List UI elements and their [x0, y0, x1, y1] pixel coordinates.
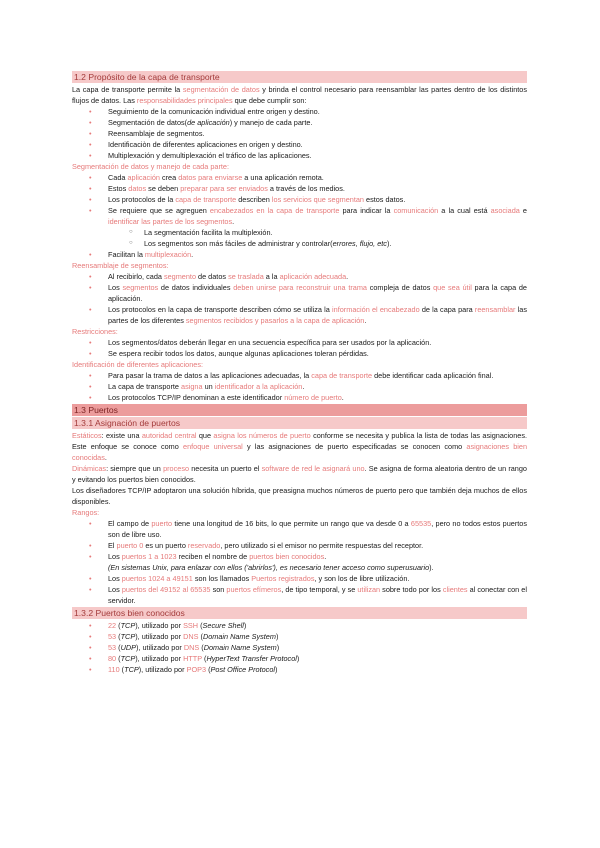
highlighted-text: que sea útil: [433, 283, 472, 292]
text-run: .: [341, 393, 344, 402]
text-run: .: [191, 250, 194, 259]
text-run: Cada: [108, 173, 128, 182]
text-run: Los: [108, 574, 122, 583]
highlighted-text: 110: [108, 665, 120, 674]
text-run: , y son los de libre utilización.: [314, 574, 410, 583]
bullet-icon: •: [89, 665, 92, 674]
bullet-icon: •: [89, 283, 92, 292]
highlighted-text: 53: [108, 643, 117, 652]
list-item: [72, 370, 527, 381]
text-run: , de tipo temporal, y se: [281, 585, 358, 594]
text-run: La capa de transporte permite la: [72, 85, 183, 94]
text-run: ): [275, 665, 278, 674]
highlighted-text: datos: [128, 184, 147, 193]
list-item: [72, 620, 527, 631]
sub-list-item: [72, 238, 527, 249]
highlighted-text: puertos bien conocidos: [249, 552, 325, 561]
highlighted-text: identificador a la aplicación: [214, 382, 303, 391]
highlighted-text: aplicación adecuada: [279, 272, 347, 281]
bullet-icon: •: [89, 382, 92, 391]
text-run: (: [198, 621, 203, 630]
highlighted-text: preparar para ser enviados: [180, 184, 268, 193]
text-run: (: [116, 643, 121, 652]
list-item: [72, 551, 527, 562]
text-run: que: [196, 431, 214, 440]
text-run: (: [198, 632, 203, 641]
list-item: [72, 150, 527, 161]
paragraph-hibrido: [72, 485, 527, 507]
list-item: [72, 194, 527, 205]
text-run: e: [519, 206, 527, 215]
text-run: para indicar la: [339, 206, 394, 215]
text-run: ) y manejo de cada parte.: [229, 118, 313, 127]
bullet-icon: •: [89, 621, 92, 630]
bullet-icon: •: [89, 654, 92, 663]
text-run: conforme se necesita y publica la lista de todas las asignaciones. Este enfoque se conoce como: [72, 431, 528, 451]
bullet-icon: •: [89, 393, 92, 402]
text-run: las partes de los diferentes: [108, 305, 527, 325]
text-run: Domain Name System: [203, 643, 277, 652]
highlighted-text: puertos efímeros: [226, 585, 282, 594]
text-run: describen: [236, 195, 272, 204]
list-item: [72, 381, 527, 392]
highlighted-text: 80: [108, 654, 117, 663]
text-run: ).: [386, 239, 392, 248]
text-run: y brinda el control necesario para reensamblar las partes dentro de los distintos flujos de datos. Las: [72, 85, 527, 105]
list-item: [72, 172, 527, 183]
text-run: ), utilizado por: [136, 643, 184, 652]
bullet-icon: •: [89, 195, 92, 204]
text-run: . Se asigna de forma aleatoria dentro de un rango y evitando los puertos bien conocidos.: [72, 464, 527, 484]
list-item: [72, 271, 527, 282]
text-run: Para pasar la trama de datos a las aplicaciones adecuadas, la: [108, 371, 312, 380]
text-run: (: [199, 643, 204, 652]
text-run: Seguimiento de la comunicación individual entre origen y destino.: [108, 107, 320, 116]
sub-bullet-icon: ○: [129, 240, 133, 246]
text-run: : siempre que un: [106, 464, 164, 473]
highlighted-text: número de puerto: [284, 393, 342, 402]
text-run: Los: [108, 552, 122, 561]
text-run: Post Office Protocol: [210, 665, 275, 674]
text-run: ), utilizado por: [135, 621, 184, 630]
text-run: Multiplexación y demultiplexación el tráfico de las aplicaciones.: [108, 151, 312, 160]
subtopic-identificacion: Identificación de diferentes aplicaciones:: [72, 360, 204, 369]
text-run: Los: [108, 585, 122, 594]
text-run: son: [210, 585, 227, 594]
highlighted-text: datos para enviarse: [178, 173, 243, 182]
bullet-icon: •: [89, 519, 92, 528]
highlighted-text: autoridad central: [141, 431, 197, 440]
text-run: .: [302, 382, 305, 391]
highlighted-text: Estáticos: [72, 431, 102, 440]
text-run: ), utilizado por: [135, 654, 184, 663]
highlighted-text: encabezados en la capa de transporte: [209, 206, 340, 215]
segmentation-list: [72, 172, 527, 260]
text-run: crea: [159, 173, 179, 182]
section-heading-1-3-1: 1.3.1 Asignación de puertos: [72, 417, 527, 429]
highlighted-text: asigna los números de puerto: [213, 431, 311, 440]
list-item: [72, 540, 527, 551]
list-item: [72, 642, 527, 653]
bullet-icon: •: [89, 151, 92, 160]
text-run: Los protocolos de la: [108, 195, 176, 204]
highlighted-text: segmento: [163, 272, 197, 281]
text-run: ): [276, 643, 280, 652]
text-run: tiene una longitud de 16 bits, lo que permite un rango que va desde 0 a: [172, 519, 411, 528]
text-run: Identificaciòn de diferentes aplicaciones en origen y destino.: [108, 140, 303, 149]
highlighted-text: segmentación de datos: [182, 85, 260, 94]
bullet-icon: •: [89, 632, 92, 641]
bullet-icon: •: [89, 140, 92, 149]
highlighted-text: capa de transporte: [311, 371, 373, 380]
text-run: Estos: [108, 184, 129, 193]
bullet-icon: •: [89, 272, 92, 281]
highlighted-text: 53: [108, 632, 117, 641]
list-item: [72, 584, 527, 606]
highlighted-text: reservado: [187, 541, 221, 550]
list-item: [72, 249, 527, 260]
text-run: (: [116, 621, 121, 630]
responsibilities-list: [72, 106, 527, 161]
text-run: debe identificar cada aplicación final.: [372, 371, 494, 380]
bullet-icon: •: [89, 184, 92, 193]
bullet-icon: •: [89, 371, 92, 380]
text-run: (En sistemas Unix, para enlazar con ellos ('abrirlos'), es necesario tener acceso como superusuario: [108, 563, 430, 572]
text-run: TCP: [120, 654, 136, 663]
highlighted-text: comunicación: [393, 206, 439, 215]
highlighted-text: deben unirse para reconstruir una trama: [233, 283, 367, 292]
text-run: para la capa de aplicación.: [108, 283, 527, 303]
restrictions-list: [72, 337, 527, 359]
list-item: [72, 282, 527, 304]
text-run: (: [206, 665, 211, 674]
highlighted-text: puertos del 49152 al 65535: [121, 585, 211, 594]
highlighted-text: puerto 0: [116, 541, 144, 550]
reassembly-list: [72, 271, 527, 326]
text-run: ), utilizado por: [135, 632, 184, 641]
text-run: que debe cumplir son:: [232, 96, 307, 105]
text-run: Se requiere que se agreguen: [108, 206, 210, 215]
bullet-icon: •: [89, 643, 92, 652]
text-run: UDP: [120, 643, 136, 652]
subtopic-segmentacion: Segmentación de datos y manejo de cada parte:: [72, 162, 229, 171]
highlighted-text: se traslada: [228, 272, 264, 281]
text-run: de la capa para: [419, 305, 475, 314]
subtopic-rangos: Rangos:: [72, 508, 100, 517]
text-run: Segmentación de datos(: [108, 118, 188, 127]
list-item: [72, 653, 527, 664]
subtopic-restricciones: Restricciones:: [72, 327, 118, 336]
text-run: ), utilizado por: [138, 665, 187, 674]
list-item: [72, 392, 527, 403]
text-run: : existe una: [101, 431, 142, 440]
highlighted-text: clientes: [442, 585, 468, 594]
text-run: La segmentación facilita la multiplexión.: [144, 228, 273, 237]
paragraph-intro: [72, 84, 527, 106]
text-run: TCP: [120, 632, 136, 641]
text-run: Los: [108, 283, 123, 292]
text-run: El campo de: [108, 519, 152, 528]
text-run: Al recibirlo, cada: [108, 272, 164, 281]
text-run: compleja de datos: [366, 283, 434, 292]
document-page: [72, 70, 527, 675]
highlighted-text: responsabilidades principales: [136, 96, 233, 105]
text-run: Domain Name System: [202, 632, 276, 641]
highlighted-text: Puertos registrados: [251, 574, 315, 583]
text-run: a una aplicación remota.: [242, 173, 324, 182]
highlighted-text: segmentos recibidos y pasarlos a la capa de aplicación: [185, 316, 365, 325]
text-run: .: [232, 217, 235, 226]
highlighted-text: SSH: [183, 621, 199, 630]
text-run: Los segmentos/datos deberán llegar en una secuencia específica para ser usados por la aplicación.: [108, 338, 432, 347]
highlighted-text: 65535: [410, 519, 432, 528]
highlighted-text: DNS: [183, 643, 200, 652]
text-run: TCP: [124, 665, 139, 674]
well-known-ports-list: [72, 620, 527, 675]
highlighted-text: los servicios que segmentan: [271, 195, 364, 204]
highlighted-text: POP3: [186, 665, 207, 674]
highlighted-text: información el encabezado: [332, 305, 420, 314]
text-run: reciben el nombre de: [176, 552, 250, 561]
text-run: a través de los medios.: [267, 184, 345, 193]
sub-bullet-icon: ○: [129, 229, 133, 235]
text-run: Los segmentos son más fáciles de administrar y controlar(: [144, 239, 333, 248]
bullet-icon: •: [89, 206, 92, 215]
text-run: un: [202, 382, 215, 391]
text-run: Se espera recibir todos los datos, aunque algunas aplicaciones toleran pérdidas.: [108, 349, 369, 358]
highlighted-text: aplicación: [127, 173, 160, 182]
bullet-icon: •: [89, 129, 92, 138]
highlighted-text: enfoque universal: [183, 442, 243, 451]
bullet-icon: •: [89, 107, 92, 116]
bullet-icon: •: [89, 305, 92, 314]
text-run: estos datos.: [363, 195, 406, 204]
list-item: [72, 304, 527, 326]
bullet-icon: •: [89, 338, 92, 347]
highlighted-text: asociada: [490, 206, 520, 215]
list-item: [72, 348, 527, 359]
bullet-icon: •: [89, 250, 92, 259]
highlighted-text: Dinámicas: [72, 464, 107, 473]
highlighted-text: software de red le asignará uno: [261, 464, 365, 473]
highlighted-text: capa de transporte: [175, 195, 237, 204]
text-run: .: [324, 552, 327, 561]
list-item: [72, 117, 527, 128]
text-run: de datos: [196, 272, 229, 281]
text-run: Facilitan la: [108, 250, 145, 259]
text-run: ): [296, 654, 300, 663]
section-heading-1-2: 1.2 Propósito de la capa de transporte: [72, 71, 527, 83]
paragraph-estaticos: [72, 430, 527, 463]
text-run: .: [104, 453, 107, 462]
bullet-icon: •: [89, 118, 92, 127]
highlighted-text: proceso: [163, 464, 190, 473]
text-run: (: [201, 654, 207, 663]
text-run: , pero utilizado si el emisor no permite respuestas del receptor.: [220, 541, 424, 550]
bullet-icon: •: [89, 349, 92, 358]
text-run: ): [275, 632, 279, 641]
text-run: es un puerto: [143, 541, 188, 550]
text-run: Secure Shell: [202, 621, 244, 630]
list-item: [72, 631, 527, 642]
text-run: ): [243, 621, 247, 630]
text-run: y las asignaciones de puerto especificadas se conocen como: [242, 442, 467, 451]
text-run: TCP: [120, 621, 136, 630]
highlighted-text: asigna: [181, 382, 203, 391]
bullet-icon: •: [89, 574, 92, 583]
bullet-icon: •: [89, 585, 92, 594]
text-run: se deben: [146, 184, 181, 193]
bullet-icon: •: [89, 541, 92, 550]
bullet-icon: •: [89, 552, 92, 561]
section-heading-1-3: 1.3 Puertos: [72, 404, 527, 416]
text-run: a la cual está: [438, 206, 491, 215]
highlighted-text: HTTP: [183, 654, 202, 663]
text-run: de aplicación: [187, 118, 230, 127]
text-run: , pero no todos estos puertos son de libre uso.: [108, 519, 527, 539]
text-run: Los protocolos en la capa de transporte describen cómo se utiliza la: [108, 305, 333, 314]
highlighted-text: DNS: [183, 632, 199, 641]
list-item: [72, 573, 527, 584]
text-run: son los llamados: [192, 574, 252, 583]
text-run: al conectar con el servidor.: [108, 585, 527, 605]
text-run: sobre todo por los: [380, 585, 443, 594]
list-item: [72, 518, 527, 540]
text-run: Los protocolos TCP/IP denominan a este identificador: [108, 393, 285, 402]
list-item: [72, 664, 527, 675]
list-item: [72, 128, 527, 139]
list-item-continuation: [72, 562, 527, 573]
highlighted-text: reensamblar: [474, 305, 516, 314]
text-run: (: [116, 654, 121, 663]
bullet-icon: •: [89, 173, 92, 182]
text-run: (: [116, 632, 121, 641]
identification-list: [72, 370, 527, 403]
subtopic-reensamblaje: Reensamblaje de segmentos:: [72, 261, 169, 270]
ranges-list: [72, 518, 527, 606]
highlighted-text: puertos 1 a 1023: [121, 552, 177, 561]
highlighted-text: puertos 1024 a 49151: [121, 574, 193, 583]
text-run: Los diseñadores TCP/IP adoptaron una solución híbrida, que preasigna muchos números de puerto pero que también deja muchos de ellos disponibles.: [72, 486, 527, 506]
paragraph-dinamicas: [72, 463, 527, 485]
highlighted-text: segmentos: [122, 283, 159, 292]
text-run: ).: [429, 563, 434, 572]
sub-list-item: [72, 227, 527, 238]
list-item: [72, 183, 527, 194]
text-run: La capa de transporte: [108, 382, 182, 391]
text-run: .: [346, 272, 349, 281]
text-run: (: [119, 665, 125, 674]
text-run: de datos individuales: [158, 283, 234, 292]
highlighted-text: asignaciones bien conocidas: [72, 442, 528, 462]
text-run: El: [108, 541, 117, 550]
list-item: [72, 139, 527, 150]
highlighted-text: utilizan: [357, 585, 381, 594]
highlighted-text: puerto: [151, 519, 173, 528]
section-heading-1-3-2: 1.3.2 Puertos bien conocidos: [72, 607, 527, 619]
text-run: necesita un puerto el: [189, 464, 262, 473]
list-item: [72, 106, 527, 117]
text-run: a la: [263, 272, 280, 281]
list-item: [72, 205, 527, 227]
list-item: [72, 337, 527, 348]
highlighted-text: identificar las partes de los segmentos: [108, 217, 233, 226]
text-run: .: [364, 316, 367, 325]
text-run: HyperText Transfer Protocol: [206, 654, 297, 663]
highlighted-text: multiplexación: [144, 250, 192, 259]
text-run: Reensamblaje de segmentos.: [108, 129, 205, 138]
text-run: errores, flujo, etc: [332, 239, 387, 248]
highlighted-text: 22: [108, 621, 117, 630]
